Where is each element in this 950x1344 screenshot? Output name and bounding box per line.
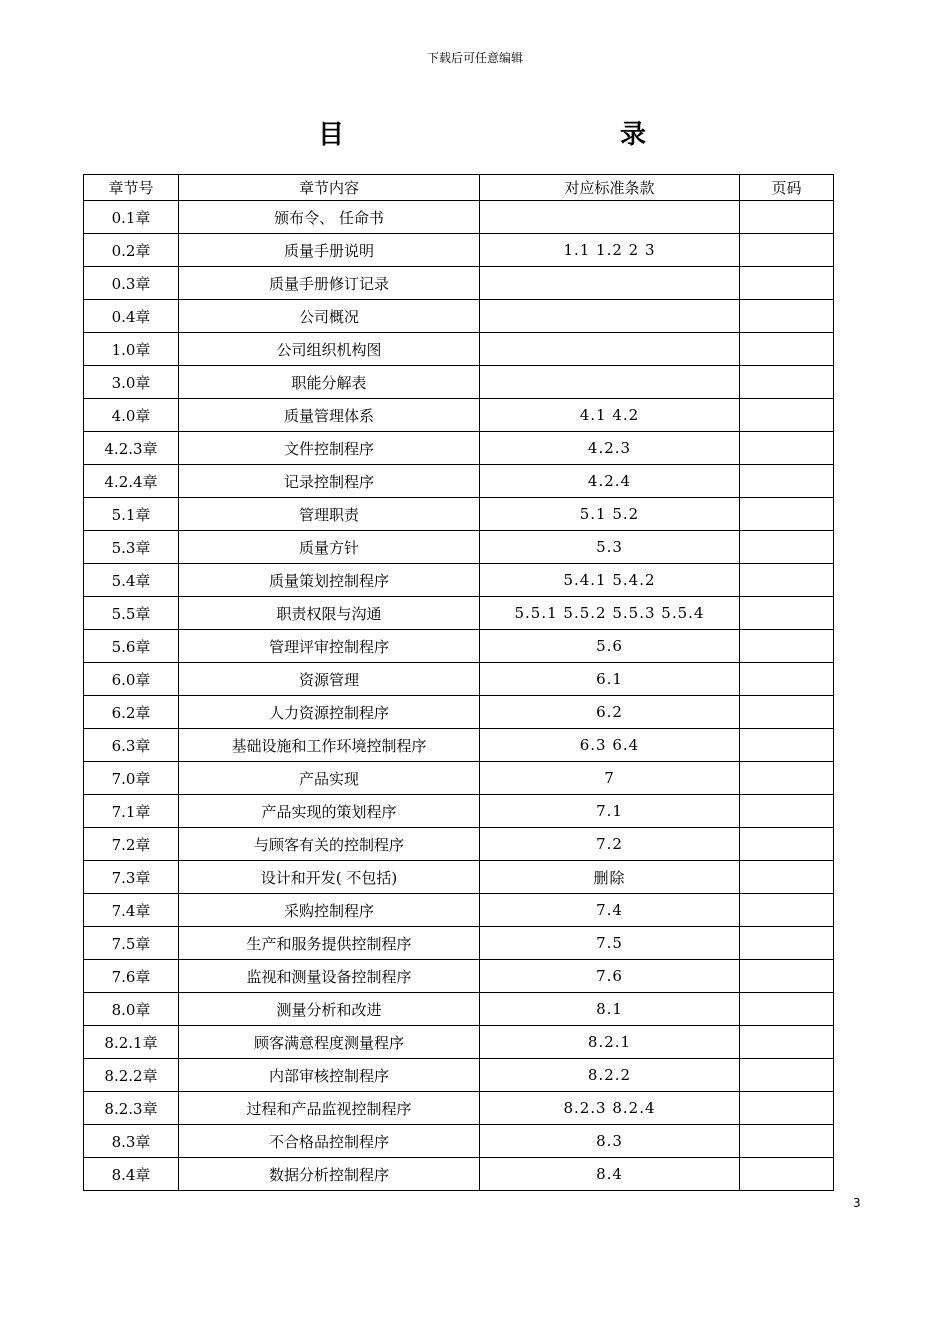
chapter-cell: 7.2章 <box>84 828 179 861</box>
content-cell: 质量管理体系 <box>179 399 480 432</box>
col-header-chapter: 章节号 <box>84 175 179 201</box>
standard-cell: 7.1 <box>480 795 740 828</box>
table-row <box>84 1158 834 1191</box>
page-cell <box>740 696 834 729</box>
content-cell: 文件控制程序 <box>179 432 480 465</box>
chapter-cell: 7.1章 <box>84 795 179 828</box>
content-cell: 资源管理 <box>179 663 480 696</box>
table-row <box>84 465 834 498</box>
page-cell <box>740 498 834 531</box>
page-cell <box>740 729 834 762</box>
table-row <box>84 432 834 465</box>
page-cell <box>740 894 834 927</box>
document-title <box>0 114 950 148</box>
page-cell <box>740 465 834 498</box>
table-row <box>84 564 834 597</box>
table-row <box>84 762 834 795</box>
content-cell: 职能分解表 <box>179 366 480 399</box>
chapter-cell: 7.0章 <box>84 762 179 795</box>
table-row <box>84 1125 834 1158</box>
content-cell: 质量策划控制程序 <box>179 564 480 597</box>
page-cell <box>740 960 834 993</box>
table-row <box>84 828 834 861</box>
standard-cell: 8.2.3 8.2.4 <box>480 1092 740 1125</box>
page-cell <box>740 1026 834 1059</box>
table-row <box>84 795 834 828</box>
chapter-cell: 8.2.3章 <box>84 1092 179 1125</box>
chapter-cell: 4.2.4章 <box>84 465 179 498</box>
standard-cell: 5.3 <box>480 531 740 564</box>
page-cell <box>740 630 834 663</box>
content-cell: 设计和开发( 不包括) <box>179 861 480 894</box>
chapter-cell: 0.2章 <box>84 234 179 267</box>
content-cell: 公司组织机构图 <box>179 333 480 366</box>
standard-cell: 8.1 <box>480 993 740 1026</box>
page-cell <box>740 828 834 861</box>
standard-cell: 4.1 4.2 <box>480 399 740 432</box>
page-cell <box>740 234 834 267</box>
chapter-cell: 3.0章 <box>84 366 179 399</box>
content-cell: 顾客满意程度测量程序 <box>179 1026 480 1059</box>
page-cell <box>740 861 834 894</box>
content-cell: 记录控制程序 <box>179 465 480 498</box>
table-row <box>84 597 834 630</box>
table-row <box>84 894 834 927</box>
chapter-cell: 7.3章 <box>84 861 179 894</box>
content-cell: 质量方针 <box>179 531 480 564</box>
content-cell: 采购控制程序 <box>179 894 480 927</box>
chapter-cell: 4.0章 <box>84 399 179 432</box>
content-cell: 质量手册修订记录 <box>179 267 480 300</box>
standard-cell: 5.1 5.2 <box>480 498 740 531</box>
table-row <box>84 861 834 894</box>
content-cell: 产品实现 <box>179 762 480 795</box>
table-row <box>84 399 834 432</box>
standard-cell: 7.5 <box>480 927 740 960</box>
page-cell <box>740 927 834 960</box>
content-cell: 职责权限与沟通 <box>179 597 480 630</box>
table-row <box>84 234 834 267</box>
table-row <box>84 201 834 234</box>
chapter-cell: 8.0章 <box>84 993 179 1026</box>
standard-cell: 5.5.1 5.5.2 5.5.3 5.5.4 <box>480 597 740 630</box>
page-cell <box>740 1092 834 1125</box>
standard-cell: 4.2.4 <box>480 465 740 498</box>
page-cell <box>740 201 834 234</box>
title-char-right: 录 <box>620 120 647 150</box>
toc-table <box>83 174 834 1191</box>
chapter-cell: 7.4章 <box>84 894 179 927</box>
chapter-cell: 7.6章 <box>84 960 179 993</box>
chapter-cell: 5.5章 <box>84 597 179 630</box>
chapter-cell: 0.3章 <box>84 267 179 300</box>
standard-cell <box>480 366 740 399</box>
standard-cell: 8.3 <box>480 1125 740 1158</box>
standard-cell: 4.2.3 <box>480 432 740 465</box>
standard-cell <box>480 267 740 300</box>
chapter-cell: 5.1章 <box>84 498 179 531</box>
standard-cell: 6.2 <box>480 696 740 729</box>
table-row <box>84 630 834 663</box>
chapter-cell: 8.2.2章 <box>84 1059 179 1092</box>
content-cell: 监视和测量设备控制程序 <box>179 960 480 993</box>
standard-cell: 7.4 <box>480 894 740 927</box>
chapter-cell: 6.0章 <box>84 663 179 696</box>
page-cell <box>740 531 834 564</box>
page-cell <box>740 399 834 432</box>
standard-cell: 删除 <box>480 861 740 894</box>
standard-cell: 7.6 <box>480 960 740 993</box>
page-cell <box>740 1158 834 1191</box>
content-cell: 管理职责 <box>179 498 480 531</box>
chapter-cell: 1.0章 <box>84 333 179 366</box>
table-row <box>84 663 834 696</box>
chapter-cell: 7.5章 <box>84 927 179 960</box>
page-cell <box>740 663 834 696</box>
page-cell <box>740 300 834 333</box>
page-cell <box>740 795 834 828</box>
chapter-cell: 0.4章 <box>84 300 179 333</box>
chapter-cell: 4.2.3章 <box>84 432 179 465</box>
content-cell: 内部审核控制程序 <box>179 1059 480 1092</box>
content-cell: 产品实现的策划程序 <box>179 795 480 828</box>
chapter-cell: 8.2.1章 <box>84 1026 179 1059</box>
chapter-cell: 6.3章 <box>84 729 179 762</box>
page-cell <box>740 333 834 366</box>
content-cell: 与顾客有关的控制程序 <box>179 828 480 861</box>
table-row <box>84 927 834 960</box>
chapter-cell: 6.2章 <box>84 696 179 729</box>
chapter-cell: 8.3章 <box>84 1125 179 1158</box>
page-header: 下载后可任意编辑 <box>426 51 523 65</box>
content-cell: 基础设施和工作环境控制程序 <box>179 729 480 762</box>
toc-body <box>84 201 834 1191</box>
table-row <box>84 498 834 531</box>
page-cell <box>740 1125 834 1158</box>
page-cell <box>740 993 834 1026</box>
page-cell <box>740 1059 834 1092</box>
table-row <box>84 729 834 762</box>
content-cell: 公司概况 <box>179 300 480 333</box>
standard-cell: 5.4.1 5.4.2 <box>480 564 740 597</box>
toc-header-row <box>84 175 834 201</box>
content-cell: 颁布令、 任命书 <box>179 201 480 234</box>
chapter-cell: 8.4章 <box>84 1158 179 1191</box>
content-cell: 不合格品控制程序 <box>179 1125 480 1158</box>
table-row <box>84 960 834 993</box>
page-cell <box>740 366 834 399</box>
content-cell: 质量手册说明 <box>179 234 480 267</box>
table-row <box>84 300 834 333</box>
table-row <box>84 531 834 564</box>
page-number: 3 <box>853 1196 861 1210</box>
standard-cell <box>480 333 740 366</box>
content-cell: 管理评审控制程序 <box>179 630 480 663</box>
table-row <box>84 366 834 399</box>
content-cell: 生产和服务提供控制程序 <box>179 927 480 960</box>
page-cell <box>740 432 834 465</box>
title-char-left: 目 <box>318 120 345 150</box>
table-row <box>84 1059 834 1092</box>
table-row <box>84 333 834 366</box>
col-header-content: 章节内容 <box>179 175 480 201</box>
standard-cell: 1.1 1.2 2 3 <box>480 234 740 267</box>
col-header-standard: 对应标准条款 <box>480 175 740 201</box>
standard-cell <box>480 300 740 333</box>
standard-cell: 8.2.2 <box>480 1059 740 1092</box>
content-cell: 数据分析控制程序 <box>179 1158 480 1191</box>
page-cell <box>740 762 834 795</box>
standard-cell: 7 <box>480 762 740 795</box>
standard-cell: 5.6 <box>480 630 740 663</box>
chapter-cell: 0.1章 <box>84 201 179 234</box>
chapter-cell: 5.6章 <box>84 630 179 663</box>
content-cell: 人力资源控制程序 <box>179 696 480 729</box>
table-row <box>84 267 834 300</box>
page-cell <box>740 597 834 630</box>
standard-cell: 6.1 <box>480 663 740 696</box>
chapter-cell: 5.4章 <box>84 564 179 597</box>
standard-cell: 8.2.1 <box>480 1026 740 1059</box>
chapter-cell: 5.3章 <box>84 531 179 564</box>
standard-cell <box>480 201 740 234</box>
table-row <box>84 1026 834 1059</box>
standard-cell: 6.3 6.4 <box>480 729 740 762</box>
col-header-page: 页码 <box>740 175 834 201</box>
table-row <box>84 696 834 729</box>
table-row <box>84 1092 834 1125</box>
standard-cell: 7.2 <box>480 828 740 861</box>
content-cell: 测量分析和改进 <box>179 993 480 1026</box>
table-row <box>84 993 834 1026</box>
content-cell: 过程和产品监视控制程序 <box>179 1092 480 1125</box>
standard-cell: 8.4 <box>480 1158 740 1191</box>
page-cell <box>740 564 834 597</box>
page-cell <box>740 267 834 300</box>
